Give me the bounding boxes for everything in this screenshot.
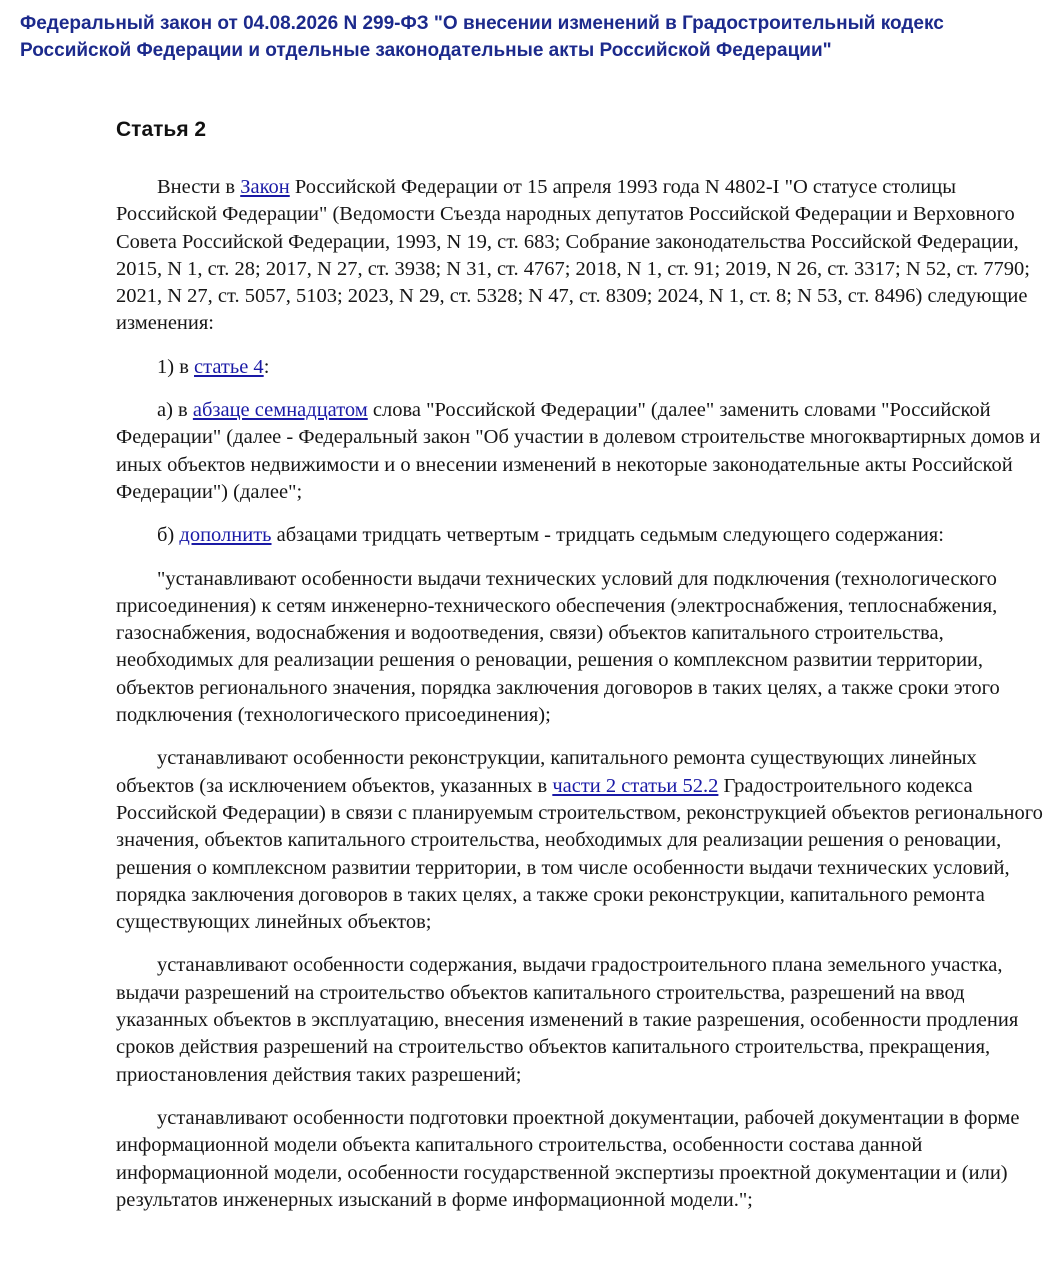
paragraph-subitem-b xyxy=(116,522,1046,549)
article-body xyxy=(116,174,1046,1230)
paragraph-item-1-text-after: : xyxy=(263,355,270,378)
supplement-link[interactable]: дополнить xyxy=(179,524,272,547)
article-title: Статья 2 xyxy=(116,118,207,141)
paragraph-subitem-b-text-before: б) xyxy=(157,524,180,547)
paragraph-item-1-text-before: 1) в xyxy=(157,355,195,378)
paragraph-seventeen-link[interactable]: абзаце семнадцатом xyxy=(192,399,368,422)
paragraph-intro-text-after: Российской Федерации от 15 апреля 1993 года N 4802-I "О статусе столицы Российской Федерации" (Ведомости Съезда народных депутатов Российской Федерации и Верховного Совета Российской Федерации, 1993, N 19, ст. 683; Собрание законодательства Российской Федерации, 2015, N 1, ст. 28; 2017, N 27, ст. 3938; N 31, ст. 4767; 2018, N 1, ст. 91; 2019, N 26, ст. 3317; N 52, ст. 7790; 2021, N 27, ст. 5057, 5103; 2023, N 29, ст. 5328; N 47, ст. 8309; 2024, N 1, ст. 8; N 53, ст. 8496) следующие изменения: xyxy=(116,176,1030,335)
paragraph-reconstruction-text-before: устанавливают особенности реконструкции, капитального ремонта существующих линейных объектов (за исключением объектов, указанных в xyxy=(116,747,977,797)
part-2-article-52-2-link[interactable]: части 2 статьи 52.2 xyxy=(552,774,719,797)
paragraph-subitem-b-text-after: абзацами тридцать четвертым - тридцать седьмым следующего содержания: xyxy=(271,524,944,547)
paragraph-item-1 xyxy=(116,354,1046,381)
article-4-link[interactable]: статье 4 xyxy=(194,355,264,378)
paragraph-intro-text-before: Внести в xyxy=(157,176,241,198)
paragraph-reconstruction xyxy=(116,745,1046,936)
paragraph-reconstruction-text-after: Градостроительного кодекса Российской Федерации) в связи с планируемым строительством, реконструкцией объектов регионального значения, объектов капитального строительства, необходимых для реализации решения о реновации, решения о комплексном развитии территории, в том числе особенности выдачи технических условий, порядка заключения договоров в таких целях, а также сроки реконструкции, капитального ремонта существующих линейных объектов; xyxy=(116,774,1043,934)
law-link[interactable]: Закон xyxy=(240,176,290,198)
paragraph-information-model: устанавливают особенности подготовки проектной документации, рабочей документации в форме информационной модели объекта капитального строительства, особенности состава данной информационной модели, особенности государственной экспертизы проектной документации и (или) результатов инженерных изысканий в форме информационной модели."; xyxy=(116,1106,1020,1211)
paragraph-intro xyxy=(116,174,1046,338)
paragraph-subitem-a xyxy=(116,397,1046,506)
document-header-title[interactable]: Федеральный закон от 04.08.2026 N 299-ФЗ "О внесении изменений в Градостроительный кодекс Российской Федерации и отдельные законодательные акты Российской Федерации" xyxy=(20,13,944,61)
paragraph-subitem-a-text-before: а) в xyxy=(157,399,193,422)
paragraph-quote-technical-conditions: "устанавливают особенности выдачи технических условий для подключения (технологического присоединения) к сетям инженерно-технического обеспечения (электроснабжения, теплоснабжения, газоснабжения, водоснабжения и водоотведения, связи) объектов капитального строительства, необходимых для реализации решения о реновации, решения о комплексном развитии территории, объектов регионального значения, порядка заключения договоров в таких целях, а также сроки этого подключения (технологического присоединения); xyxy=(116,567,1000,727)
paragraph-subitem-a-text-after: слова "Российской Федерации" (далее" заменить словами "Российской Федерации" (далее - Федеральный закон "Об участии в долевом строительстве многоквартирных домов и иных объектов недвижимости и о внесении изменений в некоторые законодательные акты Российской Федерации") (далее"; xyxy=(116,399,1041,503)
paragraph-permits: устанавливают особенности содержания, выдачи градостроительного плана земельного участка, выдачи разрешений на строительство объектов капитального строительства, разрешений на ввод указанных объектов в эксплуатацию, внесения изменений в такие разрешения, особенности продления сроков действия разрешений на строительство объектов капитального строительства, прекращения, приостановления действия таких разрешений; xyxy=(116,954,1019,1086)
